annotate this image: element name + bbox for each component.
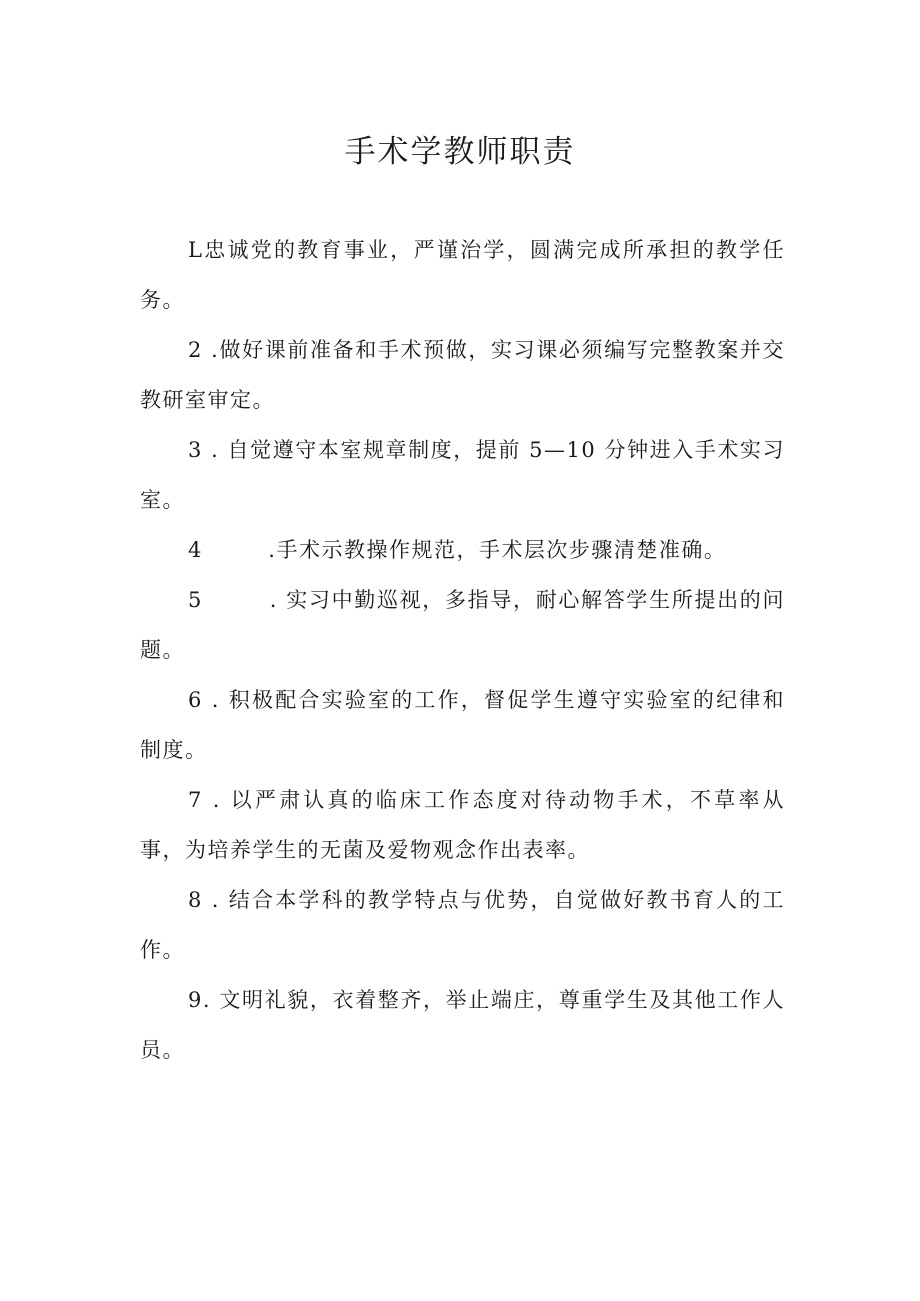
document-title: 手术学教师职责 — [344, 134, 576, 170]
duty-item-4: 4 .手术示教操作规范，手术层次步骤清楚准确。 — [188, 538, 727, 562]
duty-item-9: 9. 文明礼貌，衣着整齐，举止端庄，尊重学生及其他工作人员。 — [140, 988, 785, 1062]
duty-item-6: 6 . 积极配合实验室的工作，督促学生遵守实验室的纪律和制度。 — [140, 688, 785, 762]
duty-item-8: 8 . 结合本学科的教学特点与优势，自觉做好教书育人的工作。 — [140, 888, 785, 962]
duty-item-2: 2 .做好课前准备和手术预做，实习课必须编写完整教案并交教研室审定。 — [140, 338, 785, 412]
duty-item-3: 3 . 自觉遵守本室规章制度，提前 5—10 分钟进入手术实习室。 — [140, 438, 785, 512]
duty-item-7: 7 . 以严肃认真的临床工作态度对待动物手术，不草率从事，为培养学生的无菌及爱物观念作出表率。 — [140, 788, 785, 862]
document-body — [140, 225, 785, 1075]
duty-item-5: 5 . 实习中勤巡视，多指导，耐心解答学生所提出的问题。 — [140, 588, 785, 662]
duty-item-1: L忠诚党的教育事业，严谨治学，圆满完成所承担的教学任务。 — [140, 238, 785, 312]
